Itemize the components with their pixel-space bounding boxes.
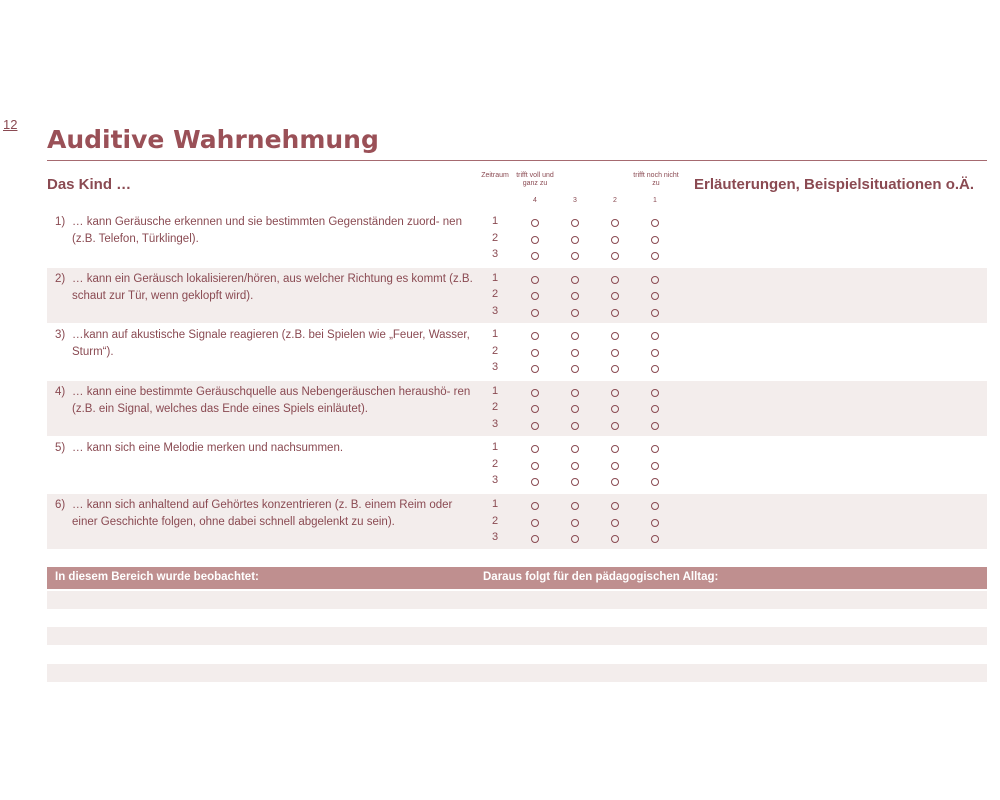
- rating-radio[interactable]: [651, 276, 659, 284]
- rating-radio[interactable]: [611, 462, 619, 470]
- rating-radio[interactable]: [651, 365, 659, 373]
- period-label: 3: [491, 304, 499, 317]
- period-label: 1: [491, 271, 499, 284]
- item-description: … kann eine bestimmte Geräuschquelle aus Nebengeräuschen heraushö- ren (z.B. ein Signal, welches das Ende eines Spiels einläutet).: [72, 385, 471, 415]
- rating-radio[interactable]: [571, 462, 579, 470]
- rating-radio[interactable]: [611, 535, 619, 543]
- rating-radio[interactable]: [651, 519, 659, 527]
- rating-radio[interactable]: [651, 535, 659, 543]
- rating-radio[interactable]: [611, 478, 619, 486]
- item-number: 1): [55, 216, 66, 228]
- scale-number-2: 2: [613, 197, 617, 204]
- period-label: 3: [491, 248, 499, 260]
- rating-radio[interactable]: [611, 445, 619, 453]
- period-label: 3: [491, 474, 499, 487]
- rating-radio[interactable]: [531, 405, 539, 413]
- period-label: 1: [491, 498, 499, 510]
- item-row: [47, 437, 987, 492]
- item-description: …kann auf akustische Signale reagieren (z.B. bei Spielen wie „Feuer, Wasser, Sturm“).: [72, 329, 470, 359]
- period-label: 2: [491, 457, 499, 470]
- item-text-block: [55, 384, 475, 418]
- rating-radio[interactable]: [571, 236, 579, 244]
- rating-radio[interactable]: [571, 502, 579, 510]
- period-label: 2: [491, 288, 499, 301]
- rating-radio[interactable]: [611, 349, 619, 357]
- item-row: [47, 211, 987, 266]
- rating-radio[interactable]: [571, 405, 579, 413]
- item-number: 6): [55, 499, 66, 511]
- rating-radio[interactable]: [531, 462, 539, 470]
- rating-radio[interactable]: [651, 219, 659, 227]
- rating-radio[interactable]: [531, 252, 539, 260]
- rating-radio[interactable]: [571, 292, 579, 300]
- rating-radio[interactable]: [571, 332, 579, 340]
- rating-radio[interactable]: [611, 276, 619, 284]
- period-label: 3: [491, 417, 499, 430]
- zeitraum-header: Zeitraum: [481, 172, 509, 179]
- rating-radio[interactable]: [571, 309, 579, 317]
- period-label: 2: [491, 514, 499, 527]
- rating-radio[interactable]: [651, 478, 659, 486]
- rating-radio[interactable]: [571, 389, 579, 397]
- scale-number-1: 1: [653, 197, 657, 204]
- item-text-block: [55, 497, 475, 531]
- rating-radio[interactable]: [611, 292, 619, 300]
- observed-label: In diesem Bereich wurde beobachtet:: [55, 571, 259, 583]
- rating-radio[interactable]: [571, 422, 579, 430]
- rating-radio[interactable]: [531, 292, 539, 300]
- consequence-label: Daraus folgt für den pädagogischen Alltag:: [483, 571, 719, 583]
- rating-radio[interactable]: [571, 519, 579, 527]
- scale-high-header: trifft voll und ganz zu: [516, 172, 554, 187]
- rating-radio[interactable]: [651, 422, 659, 430]
- rating-radio[interactable]: [611, 389, 619, 397]
- note-line[interactable]: [47, 627, 987, 645]
- scale-number-4: 4: [533, 197, 537, 204]
- rating-radio[interactable]: [571, 219, 579, 227]
- period-label: 2: [491, 231, 499, 244]
- item-text-block: [55, 440, 475, 457]
- rating-radio[interactable]: [571, 445, 579, 453]
- page-number: 12: [3, 117, 18, 132]
- scale-low-header: trifft noch nicht zu: [633, 172, 679, 187]
- rating-radio[interactable]: [651, 445, 659, 453]
- item-text-block: [55, 327, 475, 361]
- rating-radio[interactable]: [531, 236, 539, 244]
- rating-radio[interactable]: [611, 405, 619, 413]
- rating-radio[interactable]: [611, 219, 619, 227]
- period-label: 2: [491, 344, 499, 357]
- rating-radio[interactable]: [651, 502, 659, 510]
- rating-radio[interactable]: [651, 349, 659, 357]
- rating-radio[interactable]: [571, 535, 579, 543]
- rating-radio[interactable]: [651, 332, 659, 340]
- rating-radio[interactable]: [571, 349, 579, 357]
- rating-radio[interactable]: [571, 478, 579, 486]
- period-label: 3: [491, 531, 499, 543]
- note-line[interactable]: [47, 591, 987, 609]
- rating-radio[interactable]: [611, 236, 619, 244]
- item-row: [47, 494, 987, 549]
- item-description: … kann Geräusche erkennen und sie bestimmten Gegenständen zuord- nen (z.B. Telefon, Türklingel).: [72, 216, 462, 245]
- item-description: … kann ein Geräusch lokalisieren/hören, aus welcher Richtung es kommt (z.B. schaut zur Tür, wenn geklopft wird).: [72, 272, 473, 302]
- rating-radio[interactable]: [571, 252, 579, 260]
- item-number: 2): [55, 272, 66, 285]
- rating-radio[interactable]: [531, 502, 539, 510]
- rating-radio[interactable]: [651, 236, 659, 244]
- period-label: 1: [491, 215, 499, 227]
- rating-radio[interactable]: [611, 519, 619, 527]
- item-text-block: [55, 214, 475, 248]
- rating-radio[interactable]: [611, 252, 619, 260]
- rating-radio[interactable]: [611, 332, 619, 340]
- subject-header: Das Kind …: [47, 176, 132, 193]
- item-number: 3): [55, 329, 66, 342]
- rating-radio[interactable]: [531, 349, 539, 357]
- period-label: 1: [491, 328, 499, 341]
- item-text-block: [55, 271, 475, 305]
- rating-radio[interactable]: [651, 405, 659, 413]
- page-title: Auditive Wahrnehmung: [47, 125, 379, 154]
- rating-radio[interactable]: [571, 365, 579, 373]
- period-label: 1: [491, 384, 499, 397]
- rating-radio[interactable]: [531, 309, 539, 317]
- rating-radio[interactable]: [611, 502, 619, 510]
- period-label: 1: [491, 441, 499, 454]
- observation-bar: [47, 567, 987, 589]
- period-label: 3: [491, 361, 499, 374]
- note-line[interactable]: [47, 664, 987, 682]
- rating-radio[interactable]: [651, 309, 659, 317]
- item-description: … kann sich eine Melodie merken und nachsummen.: [72, 442, 344, 455]
- item-number: 5): [55, 442, 66, 455]
- rating-radio[interactable]: [531, 332, 539, 340]
- item-row: [47, 381, 987, 436]
- rating-radio[interactable]: [531, 478, 539, 486]
- rating-radio[interactable]: [651, 462, 659, 470]
- rating-radio[interactable]: [651, 292, 659, 300]
- rating-radio[interactable]: [651, 252, 659, 260]
- rating-radio[interactable]: [531, 219, 539, 227]
- rating-radio[interactable]: [531, 519, 539, 527]
- rating-radio[interactable]: [611, 422, 619, 430]
- item-description: … kann sich anhaltend auf Gehörtes konzentrieren (z. B. einem Reim oder einer Geschichte folgen, ohne dabei schnell abgelenkt zu sein).: [72, 499, 453, 528]
- scale-number-3: 3: [573, 197, 577, 204]
- item-row: [47, 268, 987, 323]
- rating-radio[interactable]: [531, 389, 539, 397]
- title-divider: [47, 160, 987, 161]
- rating-radio[interactable]: [571, 276, 579, 284]
- rating-radio[interactable]: [651, 389, 659, 397]
- period-label: 2: [491, 401, 499, 414]
- rating-radio[interactable]: [531, 276, 539, 284]
- item-number: 4): [55, 385, 66, 398]
- rating-radio[interactable]: [611, 365, 619, 373]
- notes-header: Erläuterungen, Beispielsituationen o.Ä.: [694, 176, 975, 193]
- rating-radio[interactable]: [611, 309, 619, 317]
- rating-radio[interactable]: [531, 445, 539, 453]
- rating-radio[interactable]: [531, 422, 539, 430]
- rating-radio[interactable]: [531, 365, 539, 373]
- item-row: [47, 324, 987, 379]
- rating-radio[interactable]: [531, 535, 539, 543]
